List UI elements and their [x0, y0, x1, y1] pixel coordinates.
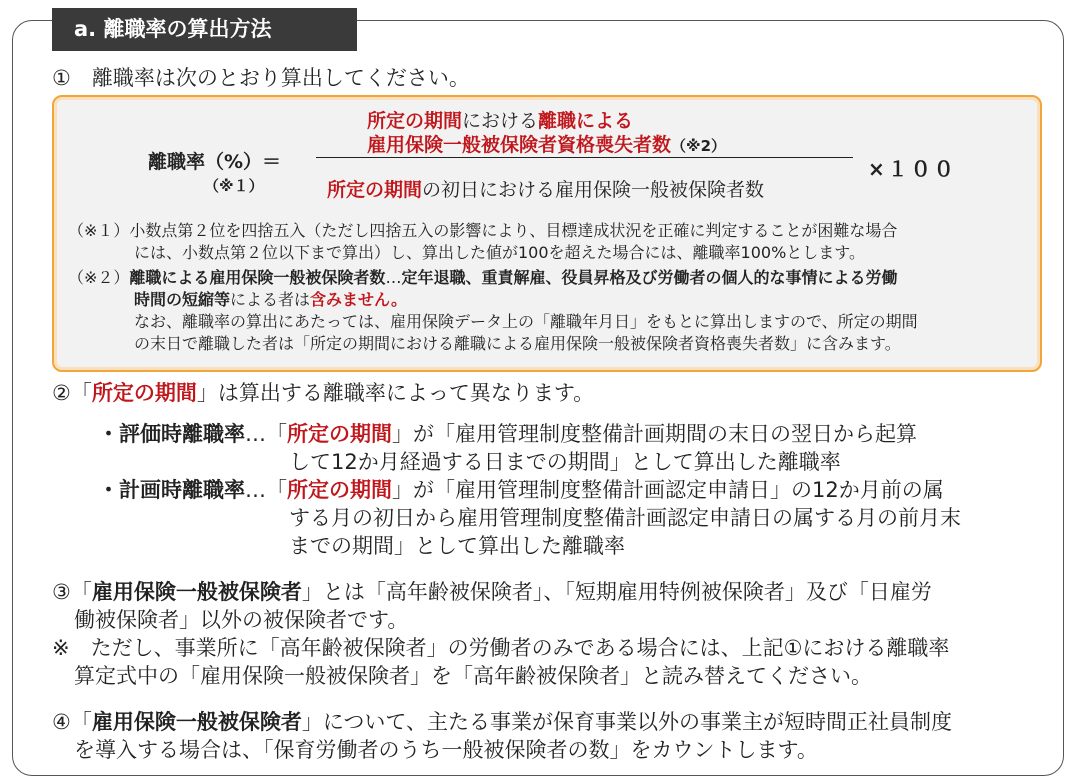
formula-lhs: 離職率（%）＝ [148, 151, 282, 173]
formula-numerator-line2: 雇用保険一般被保険者資格喪失者数（※2） [367, 134, 727, 156]
note-2-line3: なお、離職率の算出にあたっては、雇用保険データ上の「離職年月日」をもとに算出しますので、所定の期間 [134, 312, 918, 331]
eval-rate-line2: して12か月経過する日までの期間」として算出した離職率 [289, 450, 841, 474]
formula-denominator: 所定の期間の初日における雇用保険一般被保険者数 [327, 179, 765, 201]
eval-rate-line1: ・評価時離職率…「所定の期間」が「雇用管理制度整備計画期間の末日の翌日から起算 [98, 422, 917, 446]
item-4-line1: ④「雇用保険一般被保険者」について、主たる事業が保育事業以外の事業主が短時間正社員制度 [52, 710, 952, 734]
item-2-heading: ②「所定の期間」は算出する離職率によって異なります。 [52, 381, 595, 405]
item-1-text: ① 離職率は次のとおり算出してください。 [52, 66, 470, 90]
item-3-note-line2: 算定式中の「雇用保険一般被保険者」を「高年齢被保険者」と読み替えてください。 [74, 664, 872, 688]
plan-rate-line2: する月の初日から雇用管理制度整備計画認定申請日の属する月の前月末 [289, 506, 961, 530]
formula-multiplier: ×１００ [868, 157, 957, 181]
formula-box [52, 95, 1042, 372]
item-3-note-line1: ※ ただし、事業所に「高年齢被保険者」の労働者のみである場合には、上記①における離職率 [52, 636, 950, 660]
plan-rate-line3: までの期間」として算出した離職率 [289, 534, 625, 558]
section-title: a. 離職率の算出方法 [52, 8, 357, 51]
formula-numerator-line1: 所定の期間における離職による [367, 110, 634, 132]
note-2-line4: の末日で離職した者は「所定の期間における離職による雇用保険一般被保険者資格喪失者数」に含みます。 [134, 334, 901, 353]
fraction-bar [316, 157, 853, 158]
note-2-line2: 時間の短縮等による者は含みません。 [134, 290, 407, 309]
note-1-line2: には、小数点第２位以下まで算出）し、算出した値が100を超えた場合には、離職率100%とします。 [134, 243, 866, 262]
note-1-line1: （※１）小数点第２位を四捨五入（ただし四捨五入の影響により、目標達成状況を正確に判定することが困難な場合 [68, 221, 898, 240]
note-2-line1: （※２）離職による雇用保険一般被保険者数…定年退職、重責解雇、役員昇格及び労働者の個人的な事情による労働 [68, 268, 898, 287]
formula-lhs-note: （※１） [204, 177, 264, 195]
item-3-line2: 働被保険者」以外の被保険者です。 [74, 608, 409, 632]
item-4-line2: を導入する場合は、「保育労働者のうち一般被保険者の数」をカウントします。 [74, 738, 818, 762]
item-3-line1: ③「雇用保険一般被保険者」とは「高年齢被保険者」、「短期雇用特例被保険者」及び「日雇労 [52, 580, 932, 604]
plan-rate-line1: ・計画時離職率…「所定の期間」が「雇用管理制度整備計画認定申請日」の12か月前の属 [98, 478, 944, 502]
